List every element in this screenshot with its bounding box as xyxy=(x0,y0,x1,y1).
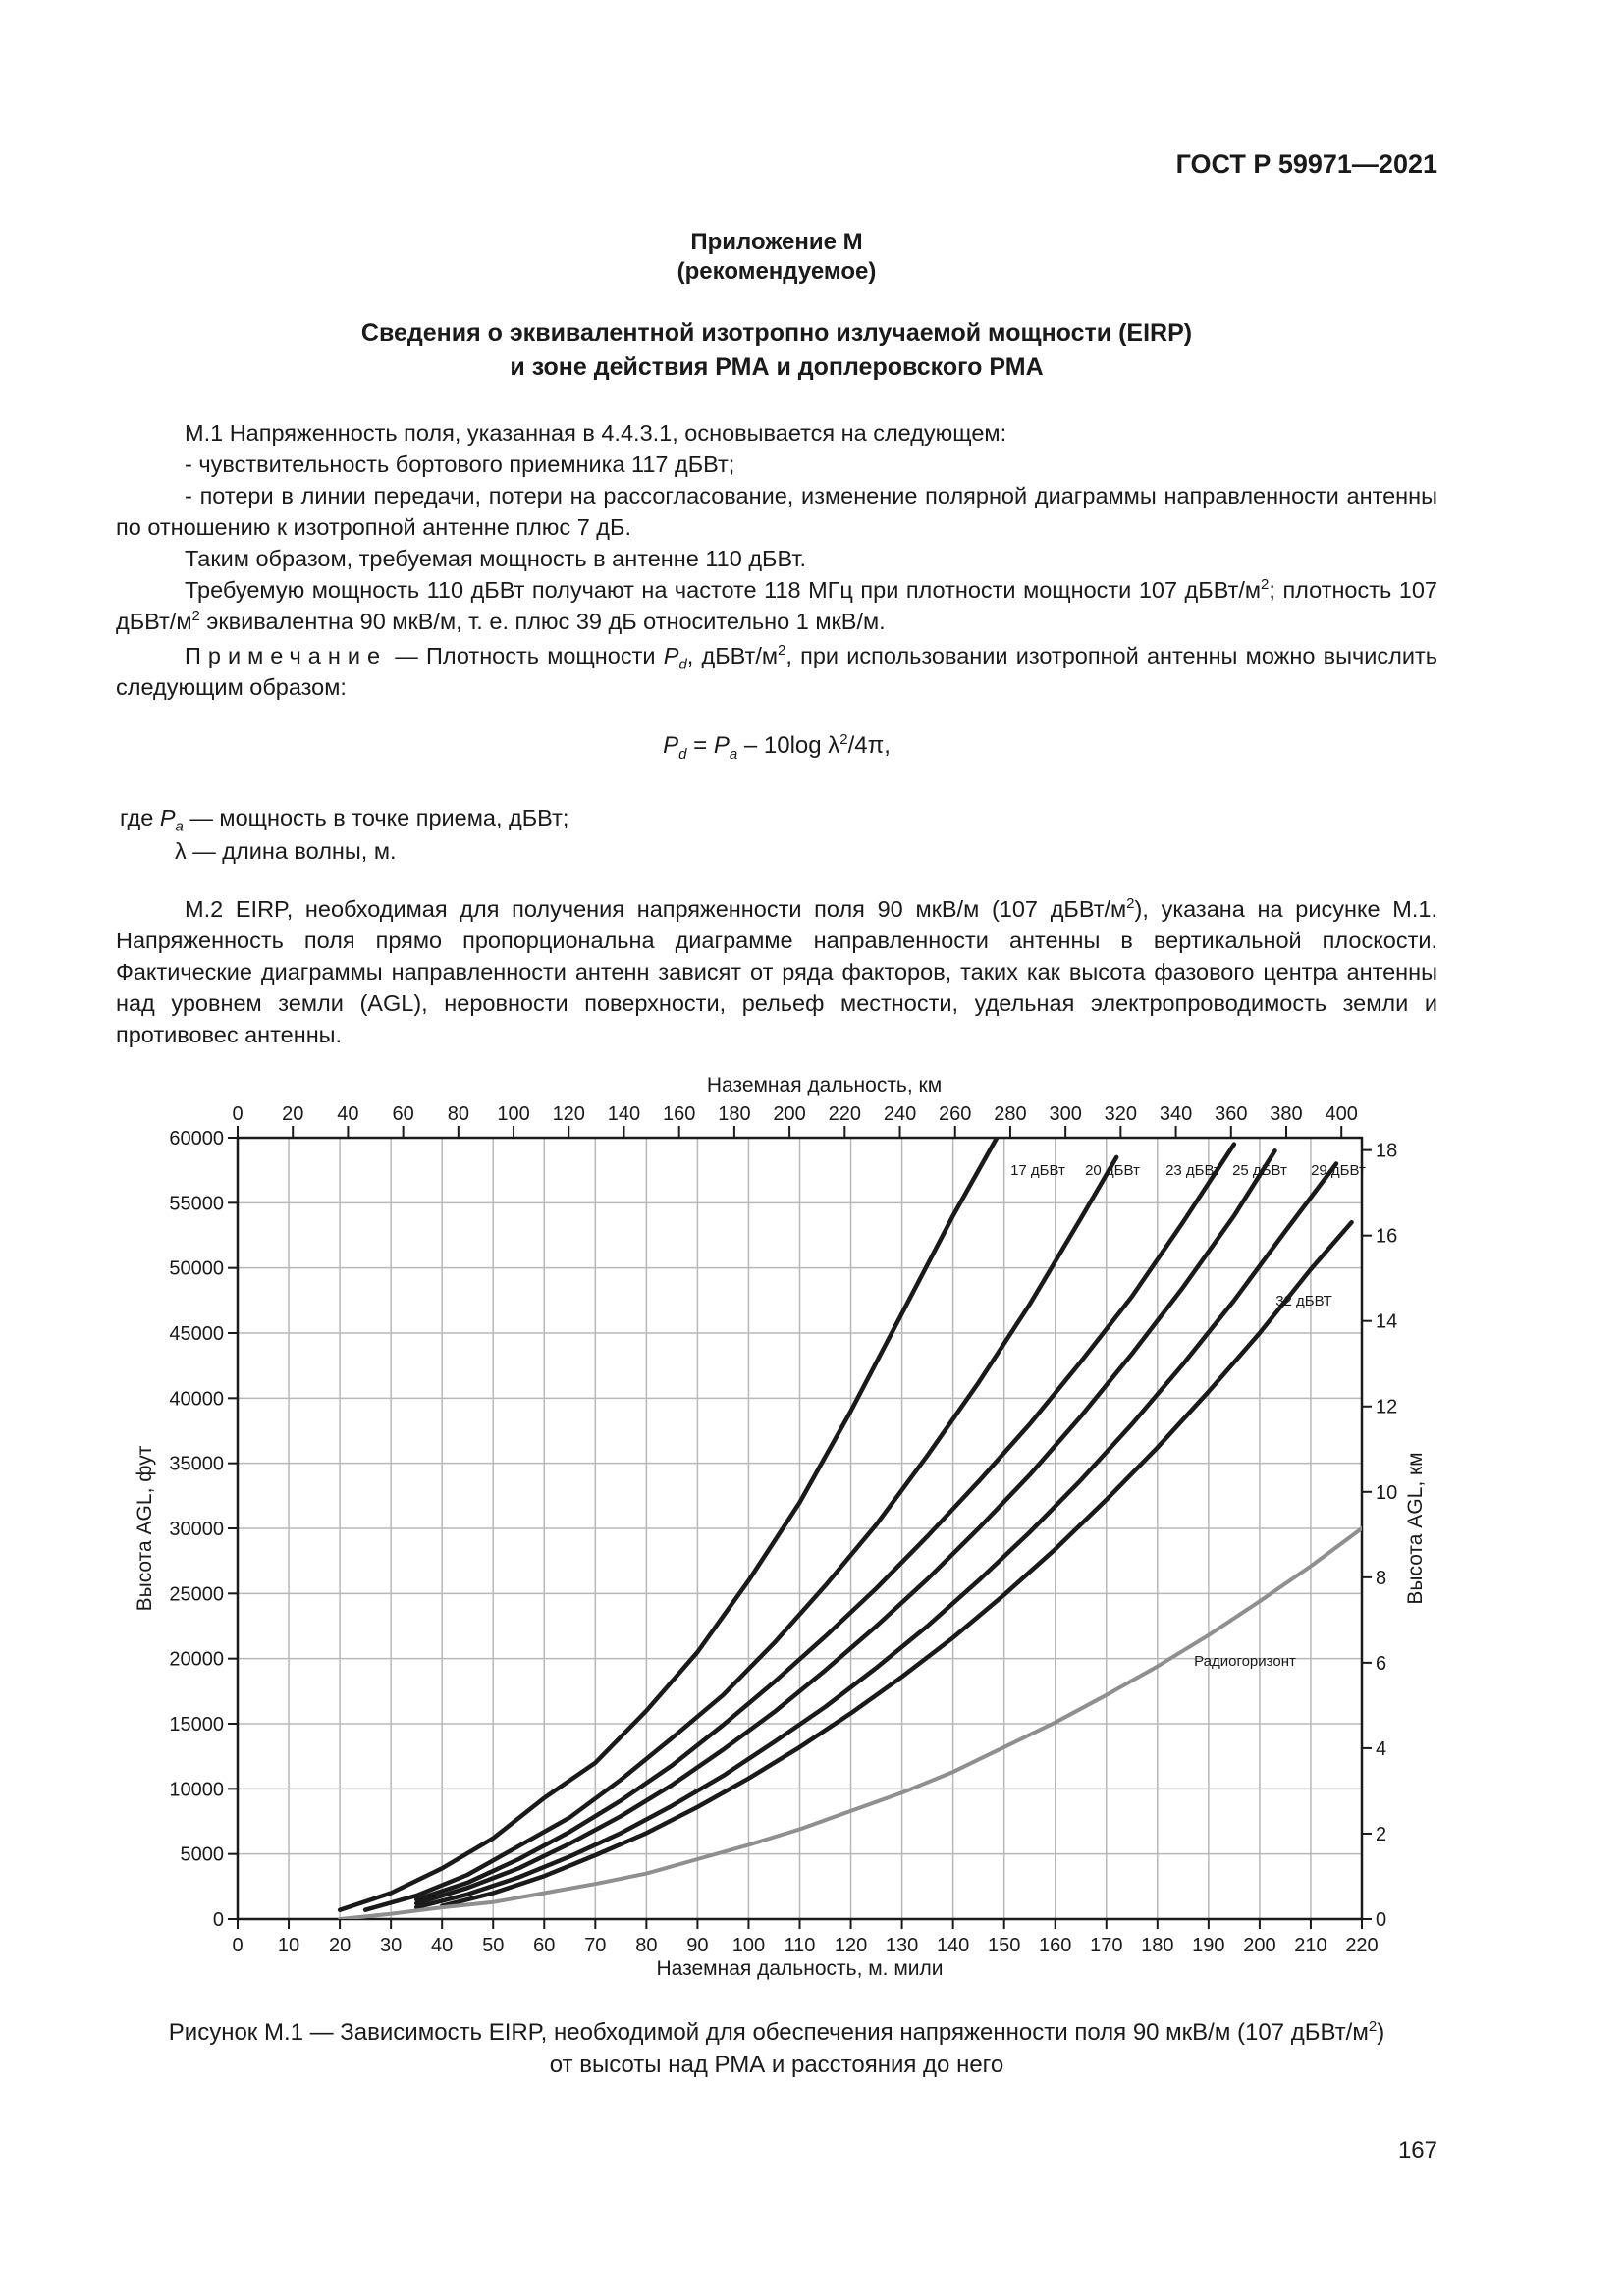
y-tick-label: 45000 xyxy=(169,1323,224,1345)
figure-caption xyxy=(116,2016,1437,2081)
y-tick-label: 25000 xyxy=(169,1583,224,1606)
x-tick-label: 170 xyxy=(1090,1935,1123,1956)
y-axis-label: Высота AGL, фут xyxy=(134,1445,156,1612)
x2-tick-label: 300 xyxy=(1049,1103,1082,1125)
x-tick-label: 200 xyxy=(1243,1935,1276,1956)
series-line-5 xyxy=(416,1164,1336,1908)
y2-tick-label: 8 xyxy=(1376,1567,1387,1589)
x-tick-label: 130 xyxy=(885,1935,919,1956)
x2-tick-label: 20 xyxy=(282,1103,304,1125)
y2-tick-label: 6 xyxy=(1376,1652,1387,1675)
x-tick-label: 120 xyxy=(834,1935,868,1956)
x2-tick-label: 360 xyxy=(1215,1103,1248,1125)
y-tick-label: 15000 xyxy=(169,1714,224,1735)
x2-tick-label: 60 xyxy=(392,1103,414,1125)
x-tick-label: 140 xyxy=(936,1935,970,1956)
note-label: Примечание xyxy=(185,643,388,668)
series-label: Радиогоризонт xyxy=(1194,1653,1296,1670)
y-tick-label: 5000 xyxy=(180,1843,224,1866)
x-tick-label: 210 xyxy=(1294,1935,1327,1956)
y-tick-label: 20000 xyxy=(169,1648,224,1671)
x-tick-label: 220 xyxy=(1345,1935,1379,1956)
x-tick-label: 150 xyxy=(987,1935,1021,1956)
note-text: Примечание — Плотность мощности $P_d$, дБВт/$м^2$, при использовании изотропной антенны можно вычислить следующим образом: xyxy=(116,642,1437,700)
y2-tick-label: 14 xyxy=(1376,1310,1398,1333)
y2-tick-label: 0 xyxy=(1376,1909,1387,1931)
x2-tick-label: 340 xyxy=(1159,1103,1193,1125)
y2-tick-label: 2 xyxy=(1376,1823,1387,1845)
x2-tick-label: 120 xyxy=(552,1103,585,1125)
x2-tick-label: 400 xyxy=(1325,1103,1358,1125)
x-tick-label: 160 xyxy=(1039,1935,1072,1956)
x-tick-label: 110 xyxy=(784,1935,816,1956)
x2-tick-label: 260 xyxy=(939,1103,972,1125)
y-tick-label: 50000 xyxy=(169,1257,224,1280)
series-label: 17 дБВт xyxy=(1010,1162,1065,1179)
series-label: 29 дБВт xyxy=(1311,1162,1366,1179)
x-tick-label: 100 xyxy=(731,1935,766,1956)
m1-item-sensitivity: - чувствительность бортового приемника 117 дБВт; xyxy=(185,452,735,477)
x-tick-label: 80 xyxy=(635,1935,658,1956)
figure-caption-line1: Рисунок М.1 — Зависимость EIRP, необходимой для обеспечения напряженности поля 90 мкВ/м (107 дБВт/$м^2$) xyxy=(168,2018,1385,2046)
x2-tick-label: 160 xyxy=(662,1103,696,1125)
page-number: 167 xyxy=(1397,2137,1437,2163)
x2-tick-label: 280 xyxy=(994,1103,1027,1125)
x2-tick-label: 180 xyxy=(718,1103,751,1125)
x2-tick-label: 320 xyxy=(1104,1103,1138,1125)
x-tick-label: 60 xyxy=(533,1935,556,1956)
x-tick-label: 70 xyxy=(584,1935,607,1956)
y2-tick-label: 18 xyxy=(1376,1140,1398,1162)
x-tick-label: 30 xyxy=(380,1935,403,1956)
x-axis-label: Наземная дальность, м. мили xyxy=(656,1957,944,1980)
x-tick-label: 50 xyxy=(482,1935,505,1956)
x2-tick-label: 140 xyxy=(607,1103,641,1125)
y-tick-label: 35000 xyxy=(169,1453,224,1475)
x2-tick-label: 80 xyxy=(447,1103,469,1125)
m2-text: М.2 EIRP, необходимая для получения напряженности поля 90 мкВ/м (107 дБВт/$м^2$), указана на рисунке М.1. Напряженность поля прямо пропорциональна диаграмме направленности антенны в вертикальной плоскости. Фактические диаграммы направленности антенн зависят от ряда факторов, таких как высота фазового центра антенны над уровнем земли (AGL), неровности поверхности, рельеф местности, удельная электропроводимость земли и противовес антенны. xyxy=(116,895,1437,1047)
series-line-4 xyxy=(416,1150,1274,1903)
x2-tick-label: 200 xyxy=(773,1103,806,1125)
section-heading-line1: Сведения о эквивалентной изотропно излучаемой мощности (EIRP) xyxy=(360,319,1193,347)
x-tick-label: 20 xyxy=(328,1935,352,1956)
x-tick-label: 190 xyxy=(1192,1935,1225,1956)
y2-axis-label: Высота AGL, км xyxy=(1404,1452,1427,1605)
x-tick-label: 10 xyxy=(277,1935,300,1956)
x2-tick-label: 240 xyxy=(883,1103,917,1125)
m1-power-density: Требуемую мощность 110 дБВт получают на частоте 118 МГц при плотности мощности 107 дБВт/$м^2$; плотность 107 дБВт/$м^2$ эквивалентна 90 мкВ/м, т. е. плюс 39 дБ относительно 1 мкВ/м. xyxy=(116,576,1437,634)
series-label: 25 дБВт xyxy=(1232,1162,1287,1179)
x2-tick-label: 220 xyxy=(828,1103,861,1125)
x2-tick-label: 100 xyxy=(497,1103,530,1125)
legend-pa: где $P_a$ — мощность в точке приема, дБВт; xyxy=(120,805,569,835)
m1-intro: М.1 Напряженность поля, указанная в 4.4.3.1, основывается на следующем: xyxy=(185,420,1007,446)
standard-number: ГОСТ Р 59971—2021 xyxy=(1175,149,1437,179)
m1-required-power: Таким образом, требуемая мощность в антенне 110 дБВт. xyxy=(185,546,807,571)
series-label: 23 дБВт xyxy=(1165,1162,1220,1179)
x-tick-label: 0 xyxy=(232,1935,244,1956)
figure-caption-line2: от высоты над РМА и расстояния до него xyxy=(549,2052,1004,2078)
y-tick-label: 0 xyxy=(212,1909,224,1931)
x2-tick-label: 0 xyxy=(232,1103,244,1125)
y2-tick-label: 10 xyxy=(1376,1481,1398,1504)
section-heading-line2: и зоне действия РМА и доплеровского РМА xyxy=(510,353,1044,381)
y2-tick-label: 12 xyxy=(1376,1396,1398,1418)
series-line-3 xyxy=(416,1145,1234,1900)
y2-tick-label: 4 xyxy=(1376,1737,1387,1760)
appendix-status: (рекомендуемое) xyxy=(677,258,877,285)
x-tick-label: 180 xyxy=(1141,1935,1174,1956)
m1-item-losses: - потери в линии передачи, потери на рассогласование, изменение полярной диаграммы направленности антенны по отношению к изотропной антенне плюс 7 дБ. xyxy=(116,483,1437,540)
x2-tick-label: 380 xyxy=(1270,1103,1303,1125)
appendix-label: Приложение М xyxy=(690,229,863,255)
series-label: 20 дБВт xyxy=(1085,1162,1140,1179)
x-tick-label: 90 xyxy=(686,1935,709,1956)
y-tick-label: 40000 xyxy=(169,1388,224,1411)
series-label: 32 дБВТ xyxy=(1275,1293,1332,1309)
x2-tick-label: 40 xyxy=(337,1103,359,1125)
y-tick-label: 10000 xyxy=(169,1779,224,1801)
y-tick-label: 55000 xyxy=(169,1193,224,1215)
x-tick-label: 40 xyxy=(431,1935,454,1956)
series-line-1 xyxy=(340,1086,1030,1910)
x2-axis-label: Наземная дальность, км xyxy=(706,1074,943,1096)
y2-tick-label: 16 xyxy=(1376,1225,1398,1248)
y-tick-label: 30000 xyxy=(169,1519,224,1540)
y-tick-label: 60000 xyxy=(169,1128,224,1149)
formula: $P_d = P_a - 10\log$ $\lambda^2/4\pi$, xyxy=(663,731,891,763)
legend-lambda: λ — длина волны, м. xyxy=(175,838,397,864)
